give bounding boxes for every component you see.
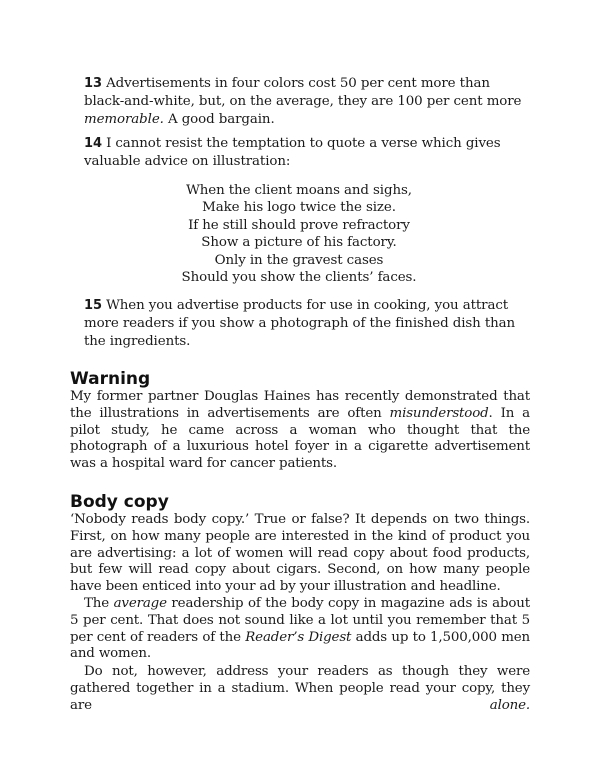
emphasis-text: memorable. (84, 112, 164, 128)
verse-line: Show a picture of his factory. (201, 235, 397, 251)
paragraph-text: My former partner Douglas Haines has recently demonstrated that the illustrations in advertisements are often (70, 389, 530, 421)
item-text: When you advertise products for use in cooking, you attract more readers if you show a photograph of the finished dish than the ingredients. (84, 298, 516, 350)
verse-block (84, 182, 514, 286)
item-text: Advertisements in four colors cost 50 per cent more than black-and-white, but, on the average, they are 100 per cent more (84, 76, 522, 110)
item-number: 15 (84, 298, 102, 313)
section-heading-warning: Warning (70, 369, 151, 389)
verse-line: If he still should prove refractory (188, 217, 410, 233)
paragraph-text: adds up to 1,500,000 men and women. (70, 629, 530, 662)
paragraph-text: The (84, 596, 114, 611)
verse-line: Should you show the clients’ faces. (181, 270, 417, 286)
item-number: 13 (84, 76, 102, 91)
emphasis-text: misunderstood (389, 405, 489, 421)
item-number: 14 (84, 136, 102, 151)
paragraph-text: . In a pilot study, he came across a woman who thought that the photograph of a luxurious hotel foyer in a cigarette advertisement was a hospital ward for cancer patients. (70, 405, 530, 472)
paragraph-text: Do not, however, address your readers as though they were gathered together in a stadium. When people read your copy, they are (70, 664, 530, 713)
numbered-item-13 (84, 75, 524, 130)
numbered-item-14 (84, 135, 524, 171)
section-heading-body-copy: Body copy (70, 492, 169, 512)
body-copy-paragraph-1: ‘Nobody reads body copy.’ True or false? It depends on two things. First, on how many people are interested in the kind of product you are advertising: a lot of women will read copy about food products, but few will read copy about cigars. Second, on how many people have been enticed into your ad by your illustration and headline. (70, 512, 530, 595)
body-copy-paragraph-2 (70, 596, 530, 663)
item-text: I cannot resist the temptation to quote a verse which gives valuable advice on illustration: (84, 136, 501, 170)
emphasis-text: alone. (489, 697, 530, 713)
paragraph-text: readership of the body copy in magazine ads is about 5 per cent. That does not sound like a lot until you remember that 5 per cent of readers of the (70, 596, 531, 645)
emphasis-text: Reader’s Digest (245, 629, 352, 645)
verse-line: Only in the gravest cases (214, 252, 384, 268)
verse-line: Make his logo twice the size. (202, 200, 396, 216)
item-text: A good bargain. (163, 112, 275, 128)
warning-paragraph (70, 389, 530, 473)
verse-line: When the client moans and sighs, (186, 183, 412, 198)
numbered-item-15 (84, 297, 524, 352)
body-copy-paragraph-3 (70, 664, 530, 714)
emphasis-text: average (113, 596, 167, 611)
